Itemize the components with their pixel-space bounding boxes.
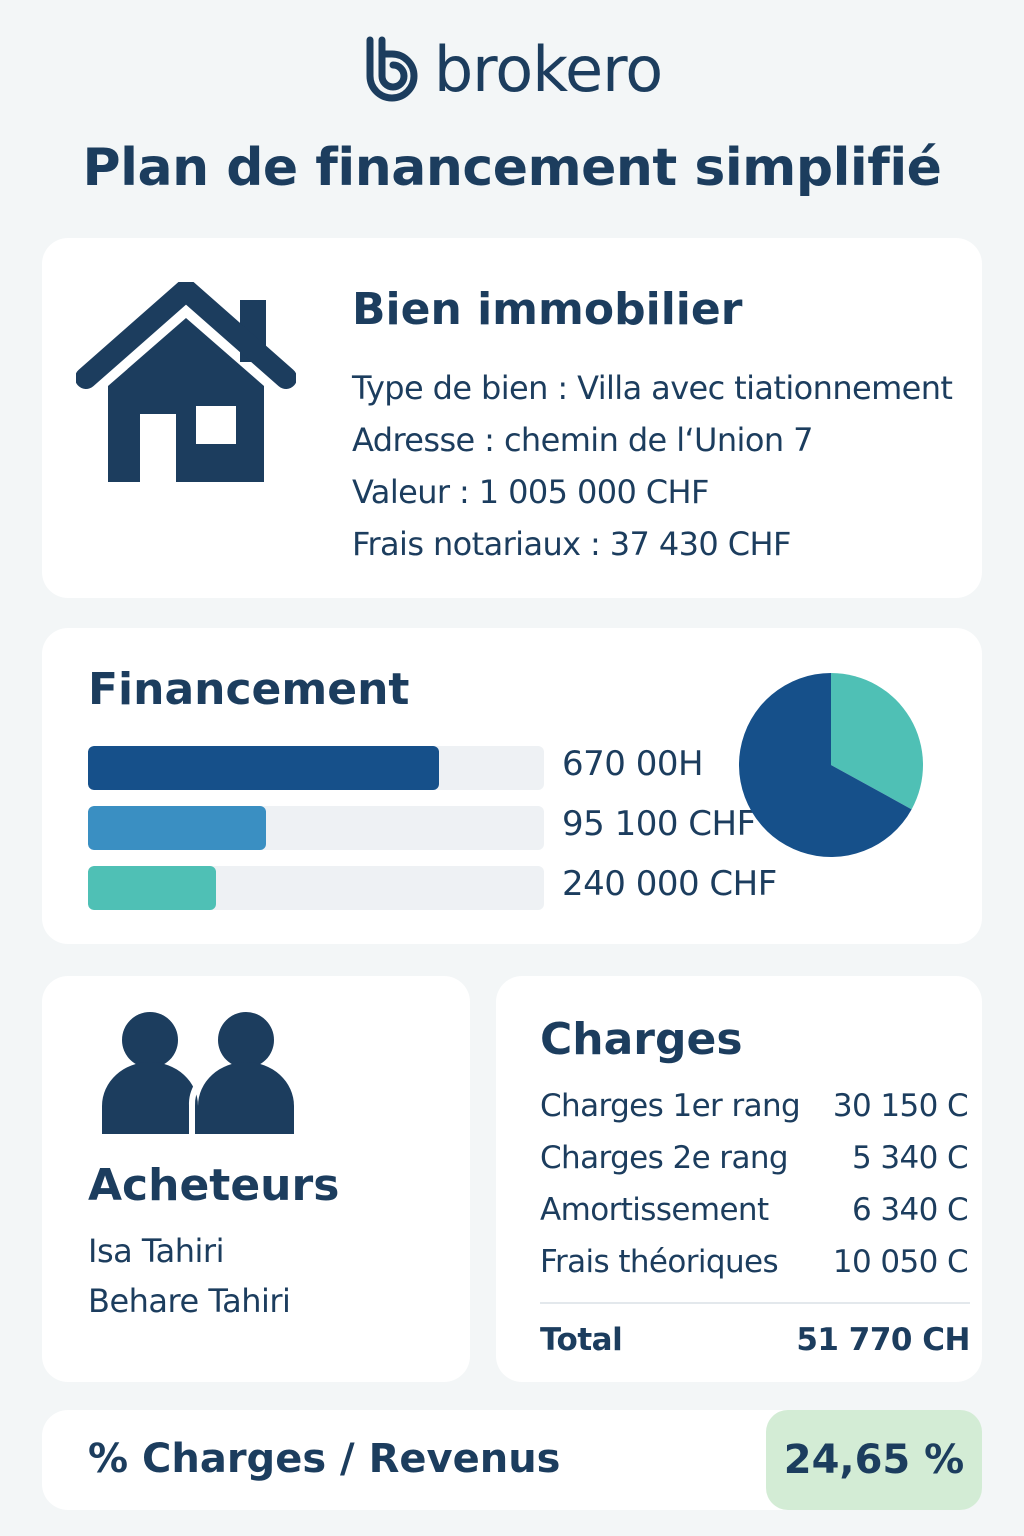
financing-title: Financement xyxy=(88,664,410,715)
financing-card xyxy=(42,628,982,944)
financing-bar-row xyxy=(88,856,808,916)
financing-bar-row xyxy=(88,736,808,796)
brand-name: brokero xyxy=(433,33,663,106)
financing-bar-label: 240 000 CHF xyxy=(562,864,777,904)
charge-row xyxy=(540,1140,968,1192)
charge-row xyxy=(540,1244,968,1296)
charge-value: 30 150 C xyxy=(832,1088,968,1124)
brokero-logo-icon xyxy=(362,36,424,104)
brand-logo[interactable] xyxy=(0,32,1024,108)
charges-total-value: 51 770 CH xyxy=(796,1322,970,1358)
charge-label: Charges 2e rang xyxy=(540,1140,788,1176)
property-value: Valeur : 1 005 000 CHF xyxy=(352,473,709,511)
property-title: Bien immobilier xyxy=(352,284,743,335)
financing-pie-chart xyxy=(738,672,924,858)
ratio-label: % Charges / Revenus xyxy=(88,1436,561,1482)
charges-total-label: Total xyxy=(540,1322,623,1358)
charge-label: Amortissement xyxy=(540,1192,769,1228)
financing-bar-label: 95 100 CHF xyxy=(562,804,756,844)
financing-bar-fill xyxy=(88,746,439,790)
charges-divider xyxy=(540,1302,970,1304)
property-address: Adresse : chemin de l‘Union 7 xyxy=(352,421,813,459)
financing-bar-fill xyxy=(88,866,216,910)
financing-bar-fill xyxy=(88,806,266,850)
property-type: Type de bien : Villa avec tiationnement xyxy=(352,369,953,407)
buyers-title: Acheteurs xyxy=(88,1160,340,1211)
charge-row xyxy=(540,1192,968,1244)
property-notary-fees: Frais notariaux : 37 430 CHF xyxy=(352,525,791,563)
ratio-card xyxy=(42,1410,982,1510)
charge-label: Frais théoriques xyxy=(540,1244,779,1280)
ratio-value-badge: 24,65 % xyxy=(766,1410,982,1510)
financing-bar-track xyxy=(88,866,544,910)
buyers-card xyxy=(42,976,470,1382)
financing-bar-row xyxy=(88,796,808,856)
financing-bar-track xyxy=(88,746,544,790)
page-title: Plan de financement simplifié xyxy=(82,138,942,198)
charge-value: 6 340 C xyxy=(851,1192,968,1228)
financing-bar-track xyxy=(88,806,544,850)
charges-total-row xyxy=(540,1322,970,1370)
charge-row xyxy=(540,1088,968,1140)
house-icon xyxy=(76,282,296,494)
buyer-name: Isa Tahiri xyxy=(88,1232,224,1270)
property-details xyxy=(352,362,952,570)
charges-card xyxy=(496,976,982,1382)
charge-value: 10 050 C xyxy=(832,1244,968,1280)
property-card xyxy=(42,238,982,598)
charge-value: 5 340 C xyxy=(851,1140,968,1176)
buyer-name: Behare Tahiri xyxy=(88,1282,291,1320)
people-icon xyxy=(98,1010,298,1140)
financing-bar-label: 670 00H xyxy=(562,744,704,784)
charges-title: Charges xyxy=(540,1014,743,1065)
charge-label: Charges 1er rang xyxy=(540,1088,801,1124)
